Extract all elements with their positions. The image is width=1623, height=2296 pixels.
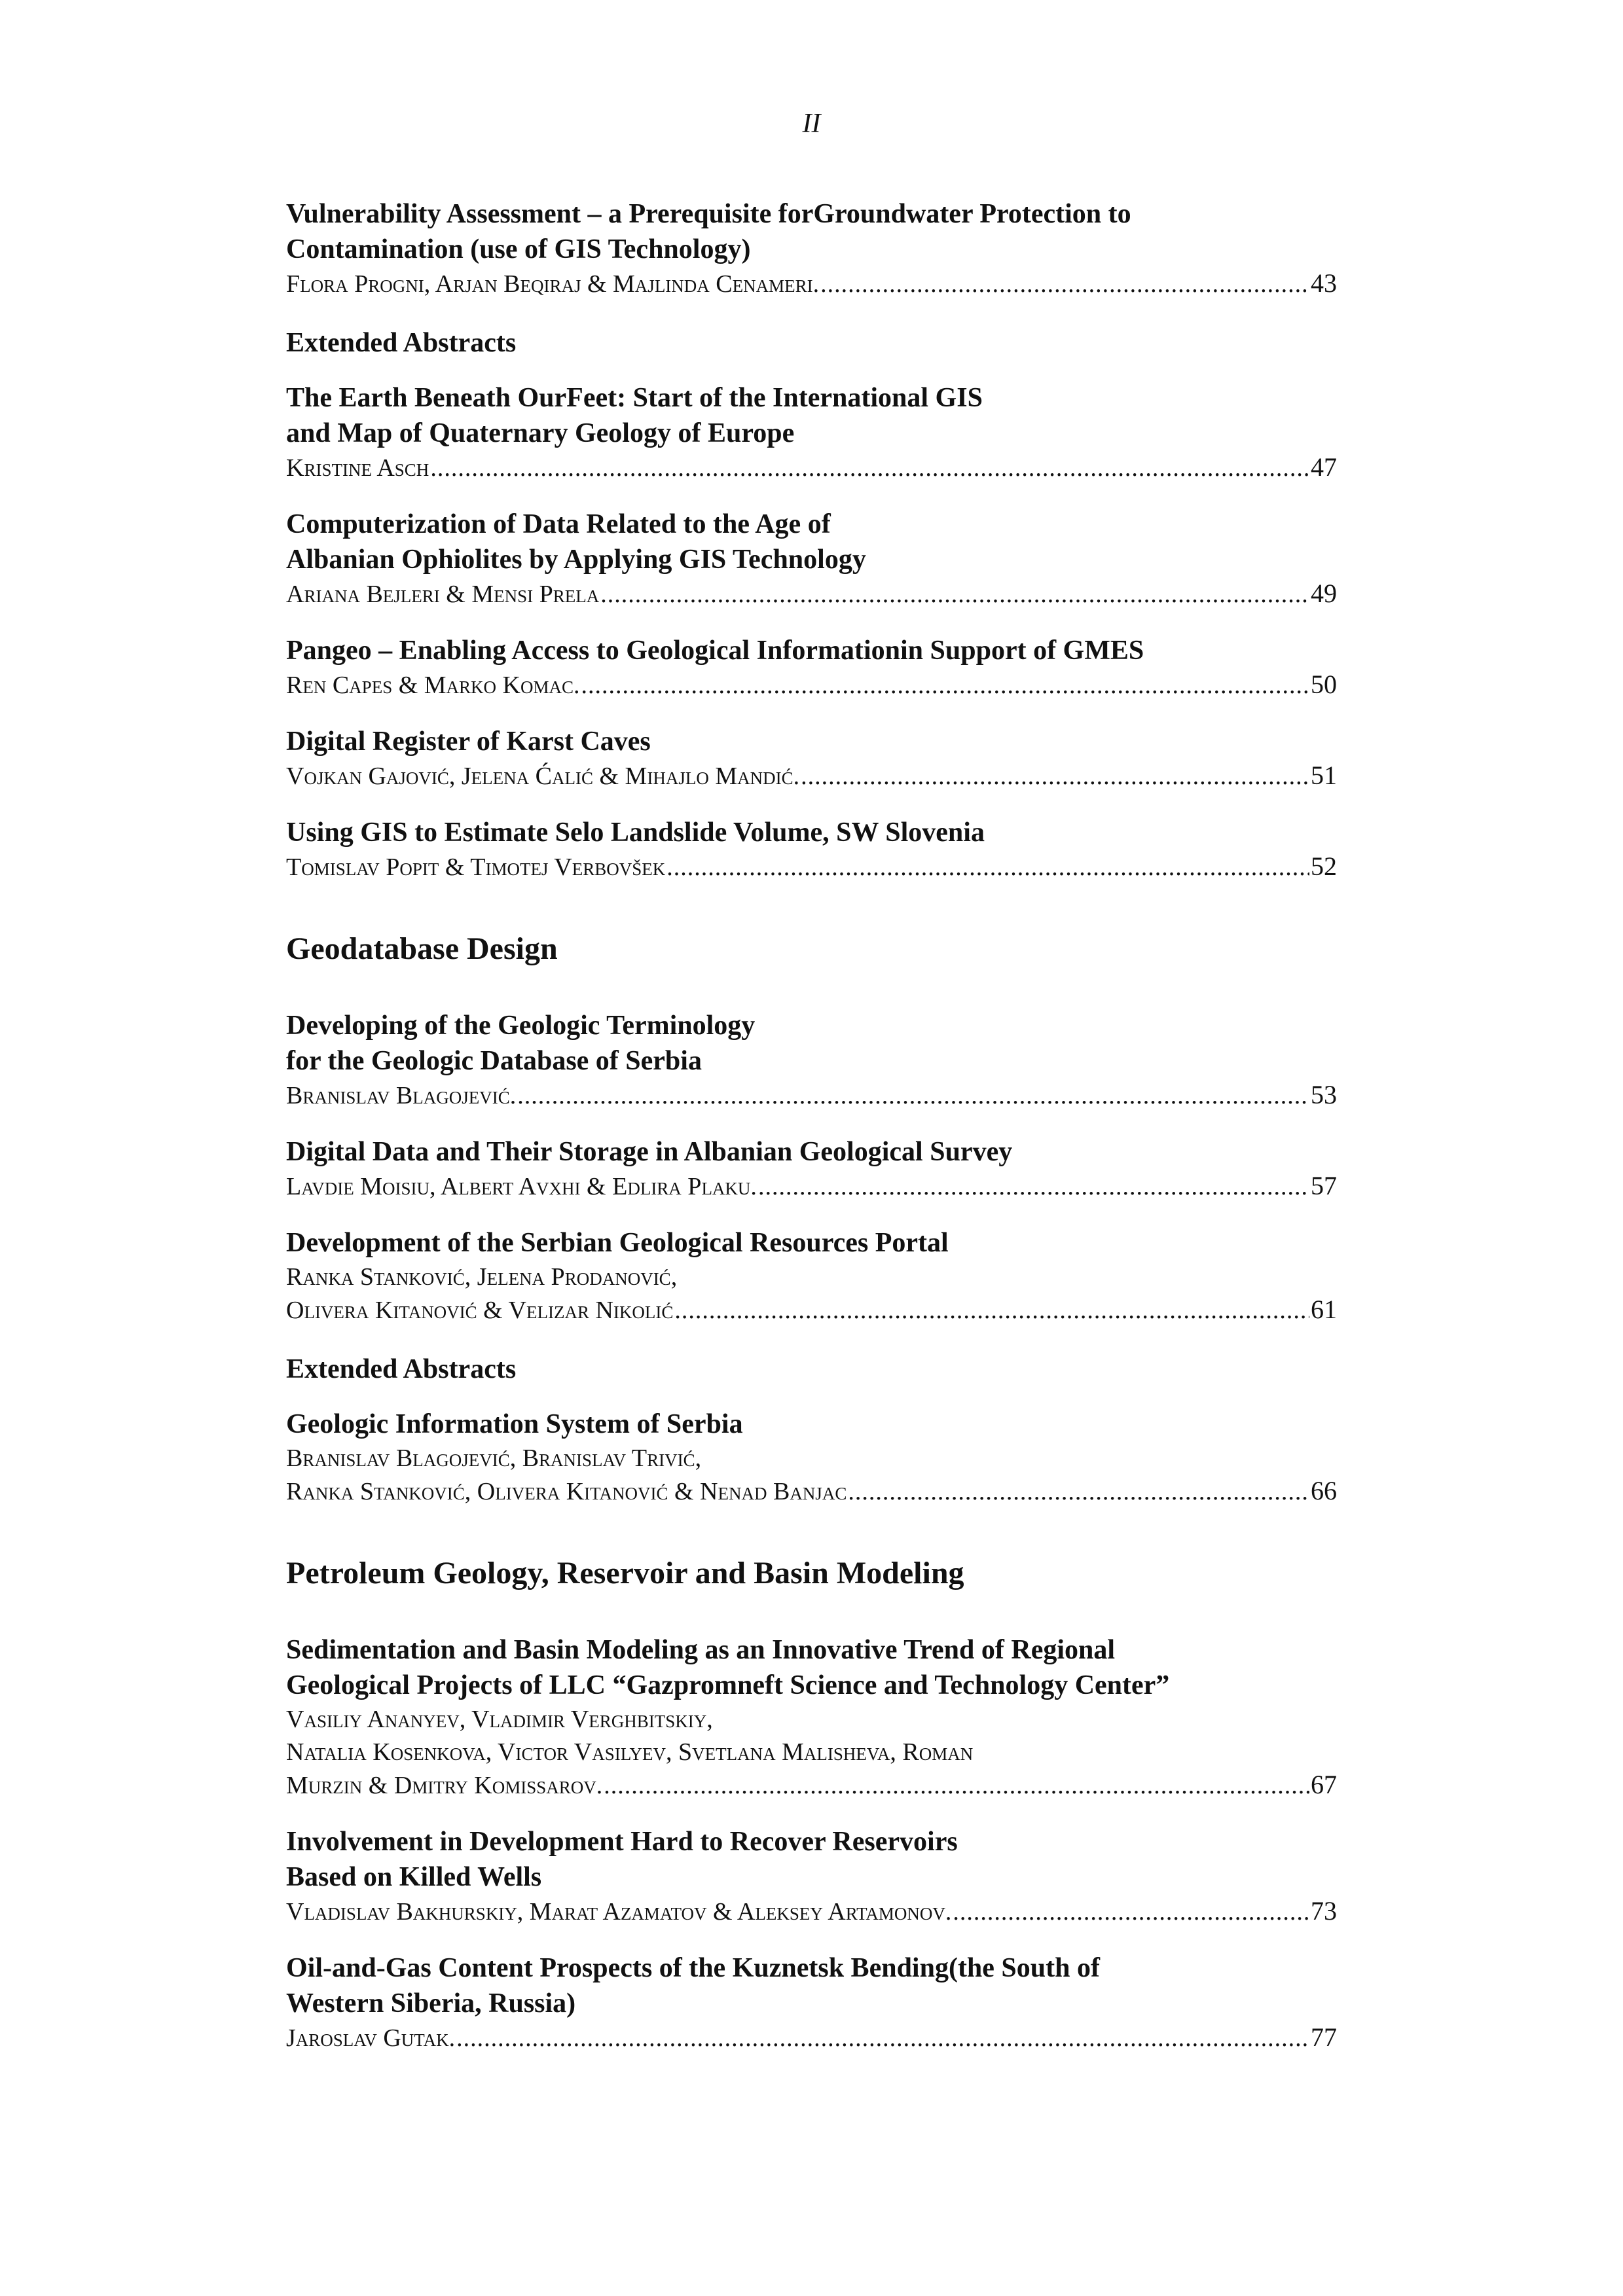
entry-author-line xyxy=(286,267,1337,300)
toc-entry[interactable] xyxy=(286,1225,1337,1327)
entry-title: Digital Data and Their Storage in Albanian Geological Survey xyxy=(286,1137,1013,1167)
entry-page-number: 53 xyxy=(1311,1080,1337,1109)
toc-entry[interactable] xyxy=(286,380,1337,484)
entry-authors: Murzin & Dmitry Komissarov. xyxy=(286,1772,603,1799)
entry-page-number: 43 xyxy=(1311,268,1337,298)
toc-entry[interactable] xyxy=(286,724,1337,793)
dot-leader xyxy=(604,1769,1309,1802)
dot-leader xyxy=(758,1170,1309,1203)
entry-author-line xyxy=(286,759,1337,793)
entry-authors: Olivera Kitanović & Velizar Nikolić xyxy=(286,1297,674,1324)
entry-title: Oil-and-Gas Content Prospects of the Kuznetsk Bending(the South of xyxy=(286,1953,1100,1983)
entry-page-number: 67 xyxy=(1311,1770,1337,1799)
entry-title: Geologic Information System of Serbia xyxy=(286,1409,743,1439)
dot-leader xyxy=(848,1475,1309,1508)
toc-entry[interactable] xyxy=(286,1632,1337,1802)
dot-leader xyxy=(581,669,1309,702)
section-heading: Petroleum Geology, Reservoir and Basin Modeling xyxy=(286,1556,964,1590)
entry-author-line xyxy=(286,577,1337,611)
entry-authors: Ranka Stanković, Jelena Prodanović, xyxy=(286,1263,678,1291)
subsection-heading: Extended Abstracts xyxy=(286,328,517,358)
entry-page-number: 61 xyxy=(1311,1295,1337,1324)
table-of-contents xyxy=(286,196,1337,2077)
section-heading: Geodatabase Design xyxy=(286,931,558,966)
entry-title: Albanian Ophiolites by Applying GIS Technology xyxy=(286,545,866,575)
entry-authors: Tomislav Popit & Timotej Verbovšek xyxy=(286,853,666,881)
entry-page-number: 52 xyxy=(1311,852,1337,881)
entry-page-number: 73 xyxy=(1311,1896,1337,1926)
entry-title: Geological Projects of LLC “Gazpromneft Science and Technology Center” xyxy=(286,1670,1170,1700)
entry-page-number: 51 xyxy=(1311,761,1337,790)
entry-title: Developing of the Geologic Terminology xyxy=(286,1011,756,1041)
toc-entry[interactable] xyxy=(286,1134,1337,1203)
entry-authors: Branislav Blagojević. xyxy=(286,1082,517,1109)
entry-authors: Natalia Kosenkova, Victor Vasilyev, Svetlana Malisheva, Roman xyxy=(286,1738,974,1766)
entry-title: Pangeo – Enabling Access to Geological Informationin Support of GMES xyxy=(286,636,1144,666)
page-number: II xyxy=(802,109,821,139)
entry-title: Western Siberia, Russia) xyxy=(286,1988,576,2018)
entry-title: Computerization of Data Related to the Age of xyxy=(286,509,831,539)
entry-title: for the Geologic Database of Serbia xyxy=(286,1046,702,1076)
dot-leader xyxy=(801,760,1309,793)
entry-title: Sedimentation and Basin Modeling as an Innovative Trend of Regional xyxy=(286,1635,1116,1665)
dot-leader xyxy=(600,578,1309,611)
entry-title: Digital Register of Karst Caves xyxy=(286,726,651,757)
toc-entry[interactable] xyxy=(286,507,1337,611)
entry-authors: Flora Progni, Arjan Beqiraj & Majlinda Cenameri. xyxy=(286,270,820,298)
entry-author-line xyxy=(286,1475,1337,1508)
toc-entry[interactable] xyxy=(286,1824,1337,1928)
toc-entry[interactable] xyxy=(286,1950,1337,2054)
entry-title: Based on Killed Wells xyxy=(286,1862,542,1892)
entry-authors: Vasiliy Ananyev, Vladimir Verghbitskiy, xyxy=(286,1706,713,1733)
entry-authors: Ren Capes & Marko Komac. xyxy=(286,672,580,699)
entry-page-number: 77 xyxy=(1311,2022,1337,2052)
dot-leader xyxy=(666,851,1309,884)
dot-leader xyxy=(953,1895,1309,1928)
dot-leader xyxy=(674,1294,1309,1327)
dot-leader xyxy=(456,2022,1309,2054)
dot-leader xyxy=(517,1079,1309,1112)
entry-authors: Branislav Blagojević, Branislav Trivić, xyxy=(286,1444,702,1472)
entry-author-line xyxy=(286,668,1337,702)
entry-authors: Lavdie Moisiu, Albert Avxhi & Edlira Plaku. xyxy=(286,1173,757,1200)
entry-title: Involvement in Development Hard to Recover Reservoirs xyxy=(286,1827,958,1857)
entry-author-line xyxy=(286,850,1337,884)
entry-authors: Kristine Asch xyxy=(286,454,429,482)
entry-title: The Earth Beneath OurFeet: Start of the International GIS xyxy=(286,383,983,413)
toc-entry[interactable] xyxy=(286,196,1337,300)
entry-title: Contamination (use of GIS Technology) xyxy=(286,234,751,264)
entry-page-number: 50 xyxy=(1311,670,1337,699)
subsection-heading: Extended Abstracts xyxy=(286,1354,517,1384)
entry-author-line xyxy=(286,1293,1337,1327)
entry-author-line xyxy=(286,2021,1337,2054)
dot-leader xyxy=(820,268,1309,300)
entry-author-line xyxy=(286,1079,1337,1112)
toc-entry[interactable] xyxy=(286,633,1337,702)
entry-authors: Ariana Bejleri & Mensi Prela xyxy=(286,581,600,608)
entry-page-number: 57 xyxy=(1311,1171,1337,1200)
entry-authors: Ranka Stanković, Olivera Kitanović & Nenad Banjac xyxy=(286,1478,847,1505)
entry-author-line xyxy=(286,1895,1337,1928)
entry-authors: Vojkan Gajović, Jelena Ćalić & Mihajlo Mandić. xyxy=(286,762,800,790)
entry-authors: Jaroslav Gutak. xyxy=(286,2024,456,2052)
toc-entry[interactable] xyxy=(286,1008,1337,1112)
entry-title: and Map of Quaternary Geology of Europe xyxy=(286,418,795,448)
entry-authors: Vladislav Bakhurskiy, Marat Azamatov & Aleksey Artamonov. xyxy=(286,1898,952,1926)
dot-leader xyxy=(430,452,1309,484)
entry-title: Using GIS to Estimate Selo Landslide Volume, SW Slovenia xyxy=(286,817,985,848)
entry-page-number: 47 xyxy=(1311,452,1337,482)
entry-author-line xyxy=(286,451,1337,484)
toc-entry[interactable] xyxy=(286,1407,1337,1508)
toc-entry[interactable] xyxy=(286,815,1337,884)
entry-page-number: 49 xyxy=(1311,579,1337,608)
entry-author-line xyxy=(286,1768,1337,1802)
entry-title: Development of the Serbian Geological Resources Portal xyxy=(286,1228,949,1258)
entry-author-line xyxy=(286,1170,1337,1203)
entry-title: Vulnerability Assessment – a Prerequisite forGroundwater Protection to xyxy=(286,199,1131,229)
entry-page-number: 66 xyxy=(1311,1476,1337,1505)
